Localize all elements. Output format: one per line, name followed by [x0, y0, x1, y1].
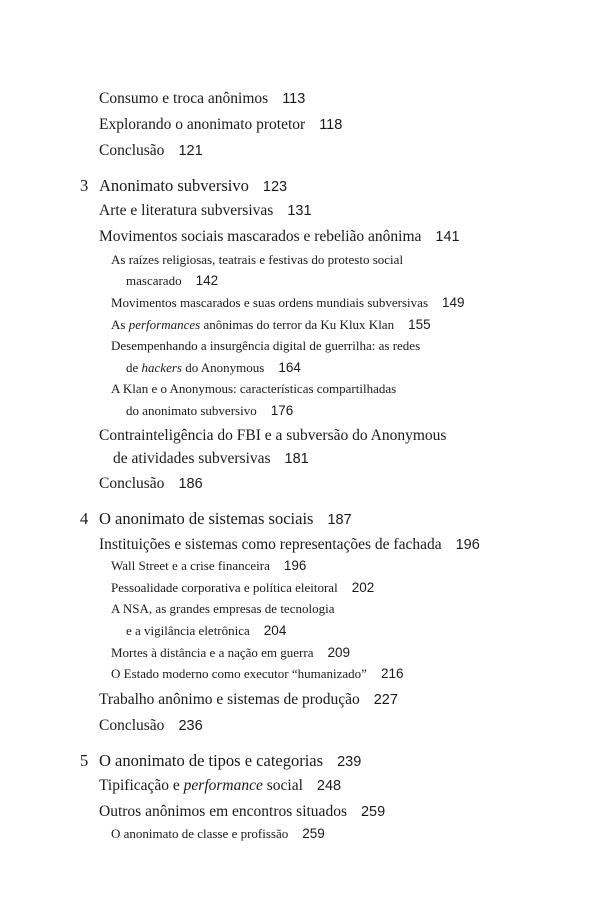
page-number: 259	[302, 826, 325, 841]
page-number: 141	[435, 229, 460, 245]
toc-subentry-continuation: e a vigilância eletrônica 204	[126, 623, 287, 638]
toc-entry: Tipificação e performance social 248	[99, 777, 342, 794]
page-number: 204	[263, 623, 287, 638]
toc-subentry: O Estado moderno como executor “humanizado” 216	[111, 666, 404, 681]
chapter-number: 5	[80, 751, 89, 770]
toc-entry: Conclusão 121	[99, 142, 203, 159]
page-number: 202	[351, 580, 375, 595]
toc-subentry: Desempenhando a insurgência digital de guerrilha: as redes	[111, 338, 421, 353]
page-number: 259	[360, 804, 386, 820]
chapter-number: 4	[80, 509, 89, 528]
toc-entry: Movimentos sociais mascarados e rebelião anônima 141	[99, 228, 460, 245]
toc-entry: Conclusão 186	[99, 475, 203, 492]
toc-subentry: Pessoalidade corporativa e política eleitoral 202	[111, 580, 375, 595]
toc-subentry: A NSA, as grandes empresas de tecnologia	[111, 601, 335, 616]
chapter-heading: O anonimato de sistemas sociais 187	[99, 509, 352, 528]
toc-entry: Instituições e sistemas como representações de fachada 196	[99, 536, 480, 553]
page-number: 196	[283, 558, 307, 573]
page-number: 227	[373, 692, 398, 708]
page-number: 164	[278, 360, 301, 375]
page-number: 196	[455, 537, 480, 553]
chapter-number: 3	[80, 176, 89, 195]
page-number: 118	[319, 117, 343, 133]
toc-subentry: As performances anônimas do terror da Ku Klux Klan 155	[111, 317, 431, 332]
page-number: 155	[408, 317, 431, 332]
toc-entry: Contrainteligência do FBI e a subversão do Anonymous	[99, 427, 447, 444]
toc-entry: Consumo e troca anônimos 113	[99, 90, 306, 107]
toc-entry: Conclusão 236	[99, 717, 203, 734]
toc-subentry: Wall Street e a crise financeira 196	[111, 558, 307, 573]
toc-entry: Trabalho anônimo e sistemas de produção 227	[99, 691, 398, 708]
toc-subentry-continuation: do anonimato subversivo 176	[126, 403, 294, 418]
page-number: 123	[262, 179, 288, 195]
toc-entry: Arte e literatura subversivas 131	[99, 202, 312, 219]
page-number: 209	[327, 645, 351, 660]
chapter-heading: O anonimato de tipos e categorias 239	[99, 751, 362, 770]
toc-entry-continuation: de atividades subversivas 181	[113, 450, 309, 467]
page-number: 149	[442, 295, 465, 310]
page-number: 121	[178, 143, 203, 159]
toc-subentry: A Klan e o Anonymous: características compartilhadas	[111, 381, 397, 396]
page-number: 186	[178, 476, 203, 492]
toc-entry: Outros anônimos em encontros situados 259	[99, 803, 386, 820]
toc-subentry: Movimentos mascarados e suas ordens mundiais subversivas 149	[111, 295, 465, 310]
page-number: 176	[270, 403, 294, 418]
chapter-heading: Anonimato subversivo 123	[99, 176, 288, 195]
toc-subentry: Mortes à distância e a nação em guerra 209	[111, 645, 351, 660]
toc-subentry-continuation: de hackers do Anonymous 164	[126, 360, 301, 375]
page-number: 187	[327, 512, 352, 528]
page-number: 113	[282, 91, 306, 107]
page-number: 181	[284, 451, 309, 467]
toc-subentry-continuation: mascarado 142	[126, 273, 219, 288]
toc-entry: Explorando o anonimato protetor 118	[99, 116, 343, 133]
page-number: 142	[195, 273, 219, 288]
page-number: 216	[380, 666, 404, 681]
page-number: 239	[337, 754, 362, 770]
toc-subentry: O anonimato de classe e profissão 259	[111, 826, 325, 841]
toc-subentry: As raízes religiosas, teatrais e festivas do protesto social	[111, 252, 404, 267]
page-number: 248	[316, 778, 342, 794]
page-number: 236	[178, 718, 203, 734]
page-number: 131	[287, 203, 312, 219]
